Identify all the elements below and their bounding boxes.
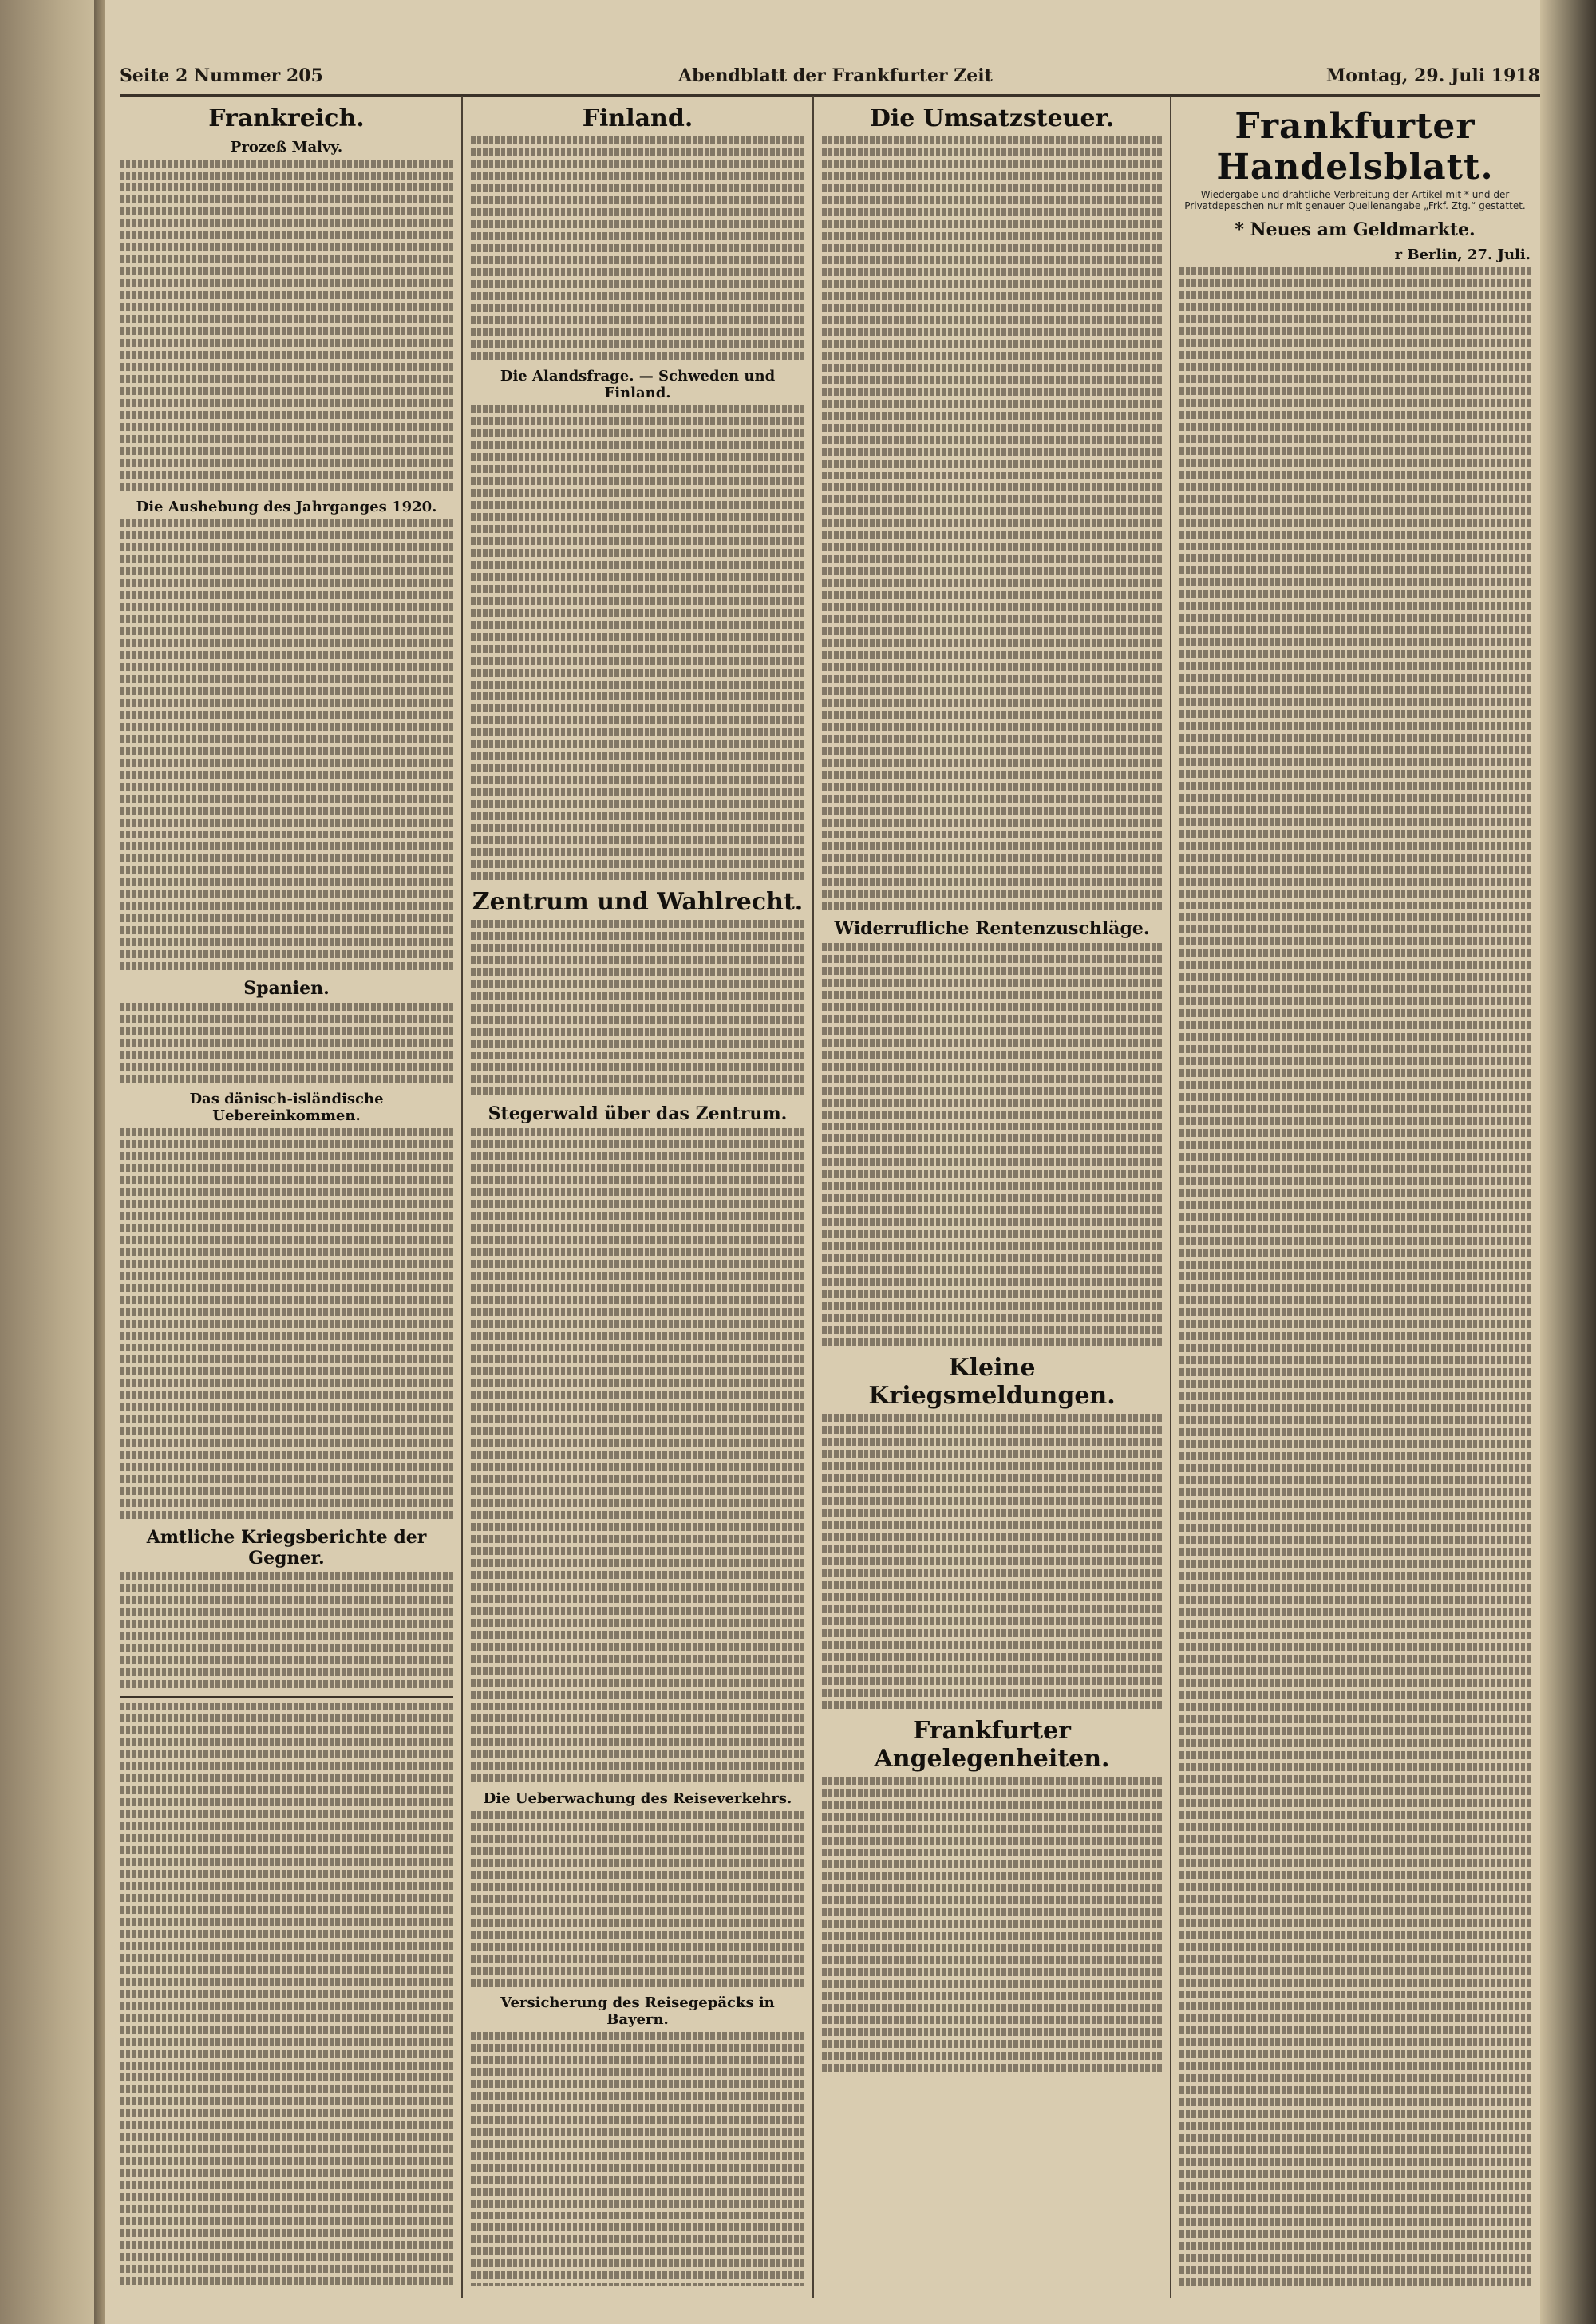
reproduction-notice: Wiedergabe und drahtliche Verbreitung der Artikel mit * und der Privatdepeschen nur mit genauer Quellenangabe „Frkf. Ztg.“ gestattet. xyxy=(1184,189,1526,211)
article-title: Frankreich. xyxy=(208,105,365,132)
article-title: Frankfurter Angelegenheiten. xyxy=(874,1717,1110,1773)
text-block xyxy=(822,943,1162,1346)
page-header xyxy=(120,62,1540,97)
text-block xyxy=(471,1811,804,1987)
text-block xyxy=(120,1003,453,1083)
article-title: Die Aushebung des Jahrganges 1920. xyxy=(136,499,437,515)
article-title: Das dänisch-isländische Uebereinkommen. xyxy=(189,1091,384,1124)
text-block xyxy=(471,2032,804,2286)
article-title: Widerrufliche Rentenzuschläge. xyxy=(834,918,1150,939)
text-block xyxy=(471,920,804,1095)
text-block xyxy=(822,1414,1162,1709)
column-rule xyxy=(812,96,814,2298)
book-gutter xyxy=(0,0,104,2324)
article-title: * Neues am Geldmarkte. xyxy=(1235,219,1476,240)
article-title: Stegerwald über das Zentrum. xyxy=(488,1103,788,1124)
article-title: Versicherung des Reisegepäcks in Bayern. xyxy=(500,1995,775,2028)
article-subtitle: Prozeß Malvy. xyxy=(230,139,343,156)
column-1 xyxy=(120,100,453,2286)
article-title: Kleine Kriegsmeldungen. xyxy=(868,1354,1116,1410)
column-4 xyxy=(1179,100,1531,2286)
text-block xyxy=(471,1128,804,1782)
text-block xyxy=(120,519,453,970)
article-title: Amtliche Kriegsberichte der Gegner. xyxy=(146,1527,427,1568)
section-separator xyxy=(120,1696,453,1698)
text-block xyxy=(120,1703,453,2286)
section-masthead: Frankfurter Handelsblatt. xyxy=(1216,106,1494,187)
text-block xyxy=(822,136,1162,910)
text-block xyxy=(471,405,804,880)
text-block xyxy=(822,1777,1162,2072)
article-title: Zentrum und Wahlrecht. xyxy=(472,888,804,916)
header-page-number: Seite 2 Nummer 205 xyxy=(120,65,323,86)
article-title: Finland. xyxy=(582,105,693,132)
column-3 xyxy=(822,100,1162,2286)
book-spine xyxy=(94,0,105,2324)
article-dateline: r Berlin, 27. Juli. xyxy=(1394,247,1531,263)
text-block xyxy=(120,1128,453,1519)
text-block xyxy=(1179,267,1531,2286)
article-title: Die Umsatzsteuer. xyxy=(869,105,1115,132)
page-edge xyxy=(1540,0,1596,2324)
column-2 xyxy=(471,100,804,2286)
article-title: Die Ueberwachung des Reiseverkehrs. xyxy=(483,1790,792,1807)
header-paper-name: Abendblatt der Frankfurter Zeit xyxy=(678,65,993,86)
article-title: Die Alandsfrage. — Schweden und Finland. xyxy=(500,368,776,401)
text-block xyxy=(471,136,804,360)
article-title: Spanien. xyxy=(243,978,330,999)
text-block xyxy=(120,1572,453,1688)
text-block xyxy=(120,160,453,491)
column-rule xyxy=(461,96,463,2298)
header-date: Montag, 29. Juli 1918 xyxy=(1325,65,1540,86)
column-rule xyxy=(1170,96,1171,2298)
